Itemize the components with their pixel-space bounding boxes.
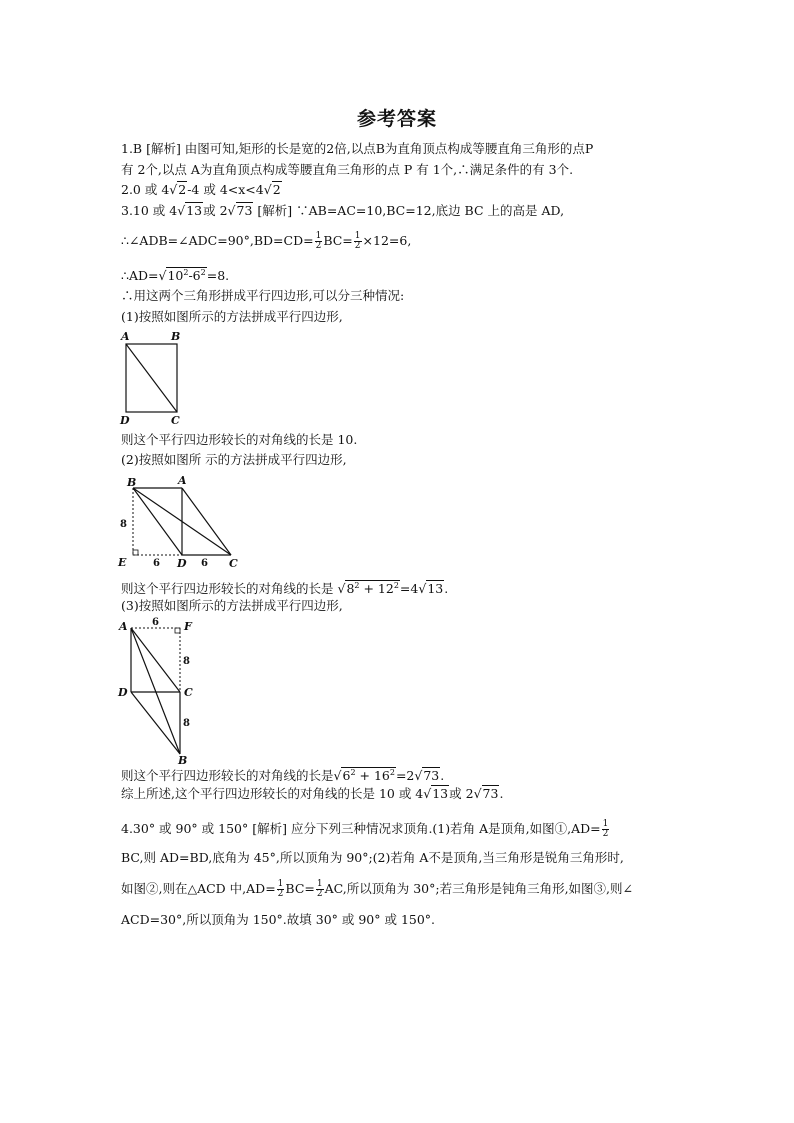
sqrt-symbol: √: [333, 768, 342, 784]
sqrt-symbol: √: [263, 182, 272, 197]
numerator: 1: [315, 231, 322, 241]
numerator: 1: [354, 231, 361, 241]
text-segment: 6: [342, 768, 351, 784]
label-D: D: [118, 686, 128, 699]
label-C: C: [229, 557, 238, 570]
radicand: 73: [423, 768, 440, 784]
text-segment: .: [499, 786, 504, 801]
text-segment: -6: [188, 268, 201, 284]
label-D: D: [177, 557, 187, 570]
label-C: C: [171, 414, 180, 427]
sqrt-symbol: √: [473, 786, 482, 801]
answer-line-9: 则这个平行四边形较长的对角线的长是 10.: [121, 432, 358, 447]
answer-line-17: [121, 880, 633, 899]
sqrt-symbol: √: [337, 581, 346, 597]
fraction: [602, 820, 610, 839]
text-segment: + 12: [359, 581, 394, 597]
text-segment: [解析] ∵AB=AC=10,BC=12,底边 BC 上的高是 AD,: [253, 203, 565, 218]
answer-line-15: [121, 820, 610, 839]
label-D: D: [120, 414, 130, 427]
answer-line-13: [121, 765, 444, 784]
length-6: 6: [153, 558, 160, 569]
side-db: [131, 692, 180, 754]
answer-line-10: (2)按照如图所 示的方法拼成平行四边形,: [121, 452, 347, 467]
figure-3: [116, 617, 196, 767]
label-B: B: [127, 476, 137, 489]
sqrt-symbol: √: [414, 768, 423, 784]
exponent: 2: [183, 268, 189, 277]
text-segment: 则这个平行四边形较长的对角线的长是: [121, 768, 334, 784]
answer-line-16: BC,则 AD=BD,底角为 45°,所以顶角为 90°;(2)若角 A不是顶角,当三角形是锐角三角形时,: [121, 850, 624, 865]
denominator: 2: [315, 241, 322, 251]
text-segment: BC=: [285, 881, 315, 896]
denominator: 2: [354, 241, 361, 251]
text-segment: ×12=6,: [362, 233, 412, 248]
text-segment: ∴AD=: [121, 268, 159, 284]
length-6: 6: [152, 617, 159, 628]
page-title: 参考答案: [356, 108, 437, 130]
exponent: 2: [200, 268, 206, 277]
answer-line-14: [121, 786, 503, 802]
answer-line-5: [121, 232, 411, 251]
text-segment: AC,所以顶角为 30°;若三角形是钝角三角形,如图③,则∠: [324, 881, 633, 896]
fraction: [277, 880, 285, 899]
radicand: 13: [427, 581, 444, 597]
text-segment: 10: [167, 268, 184, 284]
right-angle-mark: [175, 628, 180, 633]
sqrt-symbol: √: [177, 203, 186, 218]
text-segment: 则这个平行四边形较长的对角线的长是: [121, 581, 338, 597]
radicand: 73: [482, 786, 499, 801]
numerator: 1: [277, 879, 284, 889]
text-segment: 3.10 或 4: [121, 203, 178, 218]
answer-line-6: [121, 265, 229, 284]
denominator: 2: [316, 889, 323, 899]
text-segment: 2.0 或 4: [121, 182, 170, 197]
text-segment: -4 或 4<x<4: [187, 182, 264, 197]
text-segment: 综上所述,这个平行四边形较长的对角线的长是 10 或 4: [121, 786, 424, 801]
exponent: 2: [389, 768, 395, 777]
sqrt-symbol: √: [227, 203, 236, 218]
answer-line-3: [121, 182, 282, 198]
length-8: 8: [183, 718, 190, 729]
label-A: A: [121, 330, 130, 343]
exponent: 2: [393, 581, 399, 590]
denominator: 2: [602, 829, 609, 839]
fraction: [315, 232, 323, 251]
label-F: F: [184, 620, 192, 633]
label-B: B: [178, 754, 188, 767]
radicand: [166, 267, 206, 283]
label-C: C: [184, 686, 193, 699]
sqrt-symbol: √: [169, 182, 178, 197]
fraction: [316, 880, 324, 899]
sqrt-symbol: √: [423, 786, 432, 801]
sqrt-symbol: √: [418, 581, 427, 597]
radicand: 73: [236, 203, 253, 218]
radicand: 13: [186, 203, 203, 218]
label-A: A: [178, 474, 187, 487]
sqrt-symbol: √: [158, 268, 167, 284]
figure-1: [118, 330, 188, 426]
answer-line-7: ∴用这两个三角形拼成平行四边形,可以分三种情况:: [121, 288, 405, 303]
radicand: 2: [178, 182, 187, 197]
numerator: 1: [316, 879, 323, 889]
radicand: 13: [432, 786, 449, 801]
text-segment: 或 2: [449, 786, 474, 801]
side-ac: [131, 628, 180, 692]
text-segment: =8.: [206, 268, 230, 284]
length-8: 8: [120, 519, 127, 530]
diagonal-ac: [126, 344, 177, 412]
answer-line-12: (3)按照如图所示的方法拼成平行四边形,: [121, 598, 343, 613]
text-segment: .: [444, 581, 449, 597]
label-B: B: [171, 330, 181, 343]
label-A: A: [119, 620, 128, 633]
denominator: 2: [277, 889, 284, 899]
figure-2: [116, 476, 246, 570]
answer-line-4: [121, 203, 564, 219]
length-6: 6: [201, 558, 208, 569]
text-segment: .: [440, 768, 445, 784]
numerator: 1: [602, 819, 609, 829]
text-segment: + 16: [355, 768, 390, 784]
text-segment: BC=: [323, 233, 353, 248]
text-segment: 或 2: [203, 203, 228, 218]
radicand: [341, 767, 395, 783]
text-segment: 4.30° 或 90° 或 150° [解析] 应分下列三种情况求顶角.(1)若角 A是顶角,如图①,AD=: [121, 821, 601, 836]
answer-line-2: 有 2个,以点 A为直角顶点构成等腰直角三角形的点 P 有 1个,∴满足条件的有 3个.: [121, 162, 574, 177]
text-segment: 如图②,则在△ACD 中,AD=: [121, 881, 276, 896]
exponent: 2: [350, 768, 356, 777]
label-E: E: [118, 556, 127, 569]
answer-line-11: [121, 578, 448, 597]
radicand: [345, 580, 399, 596]
side-ac: [182, 488, 231, 555]
fraction: [354, 232, 362, 251]
answer-line-18: ACD=30°,所以顶角为 150°.故填 30° 或 90° 或 150°.: [121, 912, 436, 927]
radicand: 2: [272, 182, 281, 197]
right-angle-mark: [133, 550, 138, 555]
exponent: 2: [354, 581, 360, 590]
text-segment: =4: [399, 581, 419, 597]
diagonal-ab: [131, 628, 180, 754]
text-segment: =2: [395, 768, 415, 784]
answer-line-1: 1.B [解析] 由图可知,矩形的长是宽的2倍,以点B为直角顶点构成等腰直角三角形的点P: [121, 141, 594, 156]
text-segment: ∴∠ADB=∠ADC=90°,BD=CD=: [121, 233, 314, 248]
text-segment: 8: [346, 581, 355, 597]
length-8: 8: [183, 656, 190, 667]
answer-line-8: (1)按照如图所示的方法拼成平行四边形,: [121, 309, 343, 324]
side-bd: [133, 488, 182, 555]
